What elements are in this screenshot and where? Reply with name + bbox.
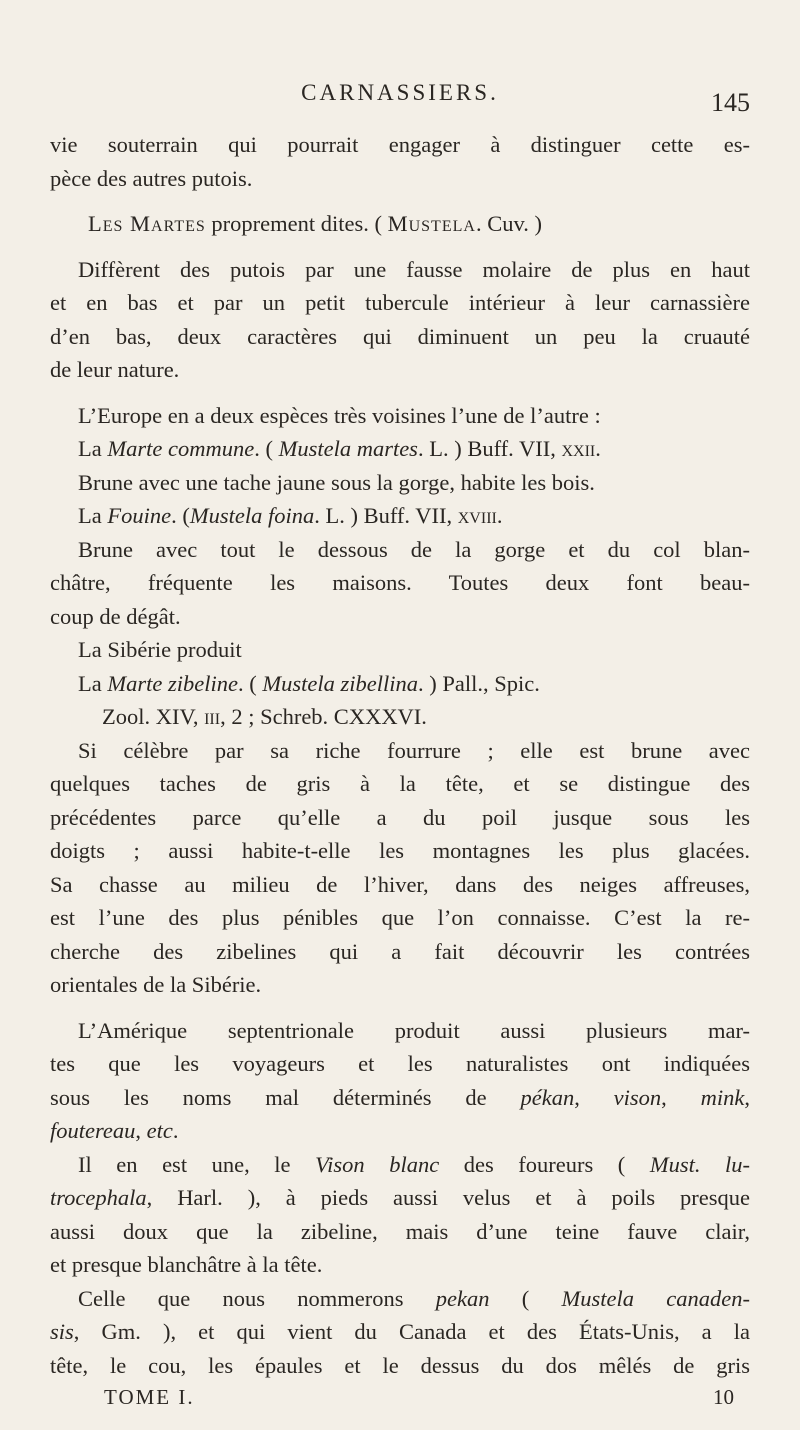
text-line: L’Europe en a deux espèces très voisines l’une de l’autre : xyxy=(78,402,601,428)
body-text xyxy=(50,128,750,1382)
text-line: cherche des zibelines qui a fait découvrir les contrées xyxy=(50,938,750,964)
text-line: Il en est une, le Vison blanc des foureurs ( Must. lu- xyxy=(78,1151,750,1177)
text-line: Brune avec une tache jaune sous la gorge, habite les bois. xyxy=(78,469,595,495)
text-line: tête, le cou, les épaules et le dessus du dos mêlés de gris xyxy=(50,1352,750,1378)
section-heading: Les Martes proprement dites. ( Mustela. Cuv. ) xyxy=(88,211,542,236)
text-line: d’en bas, deux caractères qui diminuent un peu la cruauté xyxy=(50,323,750,349)
text-line: Brune avec tout le dessous de la gorge et du col blan- xyxy=(78,536,750,562)
text-line: coup de dégât. xyxy=(50,603,181,629)
species-entry: La Fouine. (Mustela foina. L. ) Buff. VII, xviii. xyxy=(78,503,503,528)
text-line: est l’une des plus pénibles que l’on connaisse. C’est la re- xyxy=(50,905,750,930)
text-line: tes que les voyageurs et les naturalistes ont indiquées xyxy=(50,1051,750,1076)
text-line: Sa chasse au milieu de l’hiver, dans des neiges affreuses, xyxy=(50,871,750,897)
volume-label: TOME I. xyxy=(104,1385,195,1409)
text-line: aussi doux que la zibeline, mais d’une teine fauve clair, xyxy=(50,1218,750,1244)
text-line: pèce des autres putois. xyxy=(50,165,253,191)
text-line: et presque blanchâtre à la tête. xyxy=(50,1252,323,1277)
species-entry: La Marte zibeline. ( Mustela zibellina. ) Pall., Spic. xyxy=(78,670,540,696)
text-line: de leur nature. xyxy=(50,357,180,382)
text-line: La Sibérie produit xyxy=(78,637,242,662)
text-line: Si célèbre par sa riche fourrure ; elle est brune avec xyxy=(78,737,750,763)
text-line: trocephala, Harl. ), à pieds aussi velus et à poils presque xyxy=(50,1185,750,1210)
text-line: Diffèrent des putois par une fausse molaire de plus en haut xyxy=(78,256,750,282)
text-line: orientales de la Sibérie. xyxy=(50,972,262,997)
text-line: châtre, fréquente les maisons. Toutes deux font beau- xyxy=(50,570,750,595)
text-line: précédentes parce qu’elle a du poil jusque sous les xyxy=(50,804,750,830)
text-line: Celle que nous nommerons pekan ( Mustela canaden- xyxy=(78,1285,750,1311)
page-footer xyxy=(104,1385,734,1415)
text-line: foutereau, etc. xyxy=(50,1118,179,1143)
text-line: sous les noms mal déterminés de pékan, vison, mink, xyxy=(50,1084,751,1110)
text-line: sis, Gm. ), et qui vient du Canada et des États-Unis, a la xyxy=(50,1319,750,1344)
text-line: Zool. XIV, iii, 2 ; Schreb. CXXXVI. xyxy=(102,704,427,729)
text-line: L’Amérique septentrionale produit aussi plusieurs mar- xyxy=(78,1017,750,1043)
text-line: et en bas et par un petit tubercule intérieur à leur carnassière xyxy=(50,290,750,315)
species-entry: La Marte commune. ( Mustela martes. L. ) Buff. VII, xxii. xyxy=(78,436,601,461)
text-line: doigts ; aussi habite-t-elle les montagnes les plus glacées. xyxy=(50,838,750,863)
page-number: 145 xyxy=(711,88,750,117)
running-head: CARNASSIERS. xyxy=(301,80,499,105)
page-header xyxy=(50,80,750,120)
signature-mark: 10 xyxy=(713,1385,734,1409)
text-line: quelques taches de gris à la tête, et se distingue des xyxy=(50,771,750,796)
text-line: vie souterrain qui pourrait engager à distinguer cette es- xyxy=(50,132,750,157)
